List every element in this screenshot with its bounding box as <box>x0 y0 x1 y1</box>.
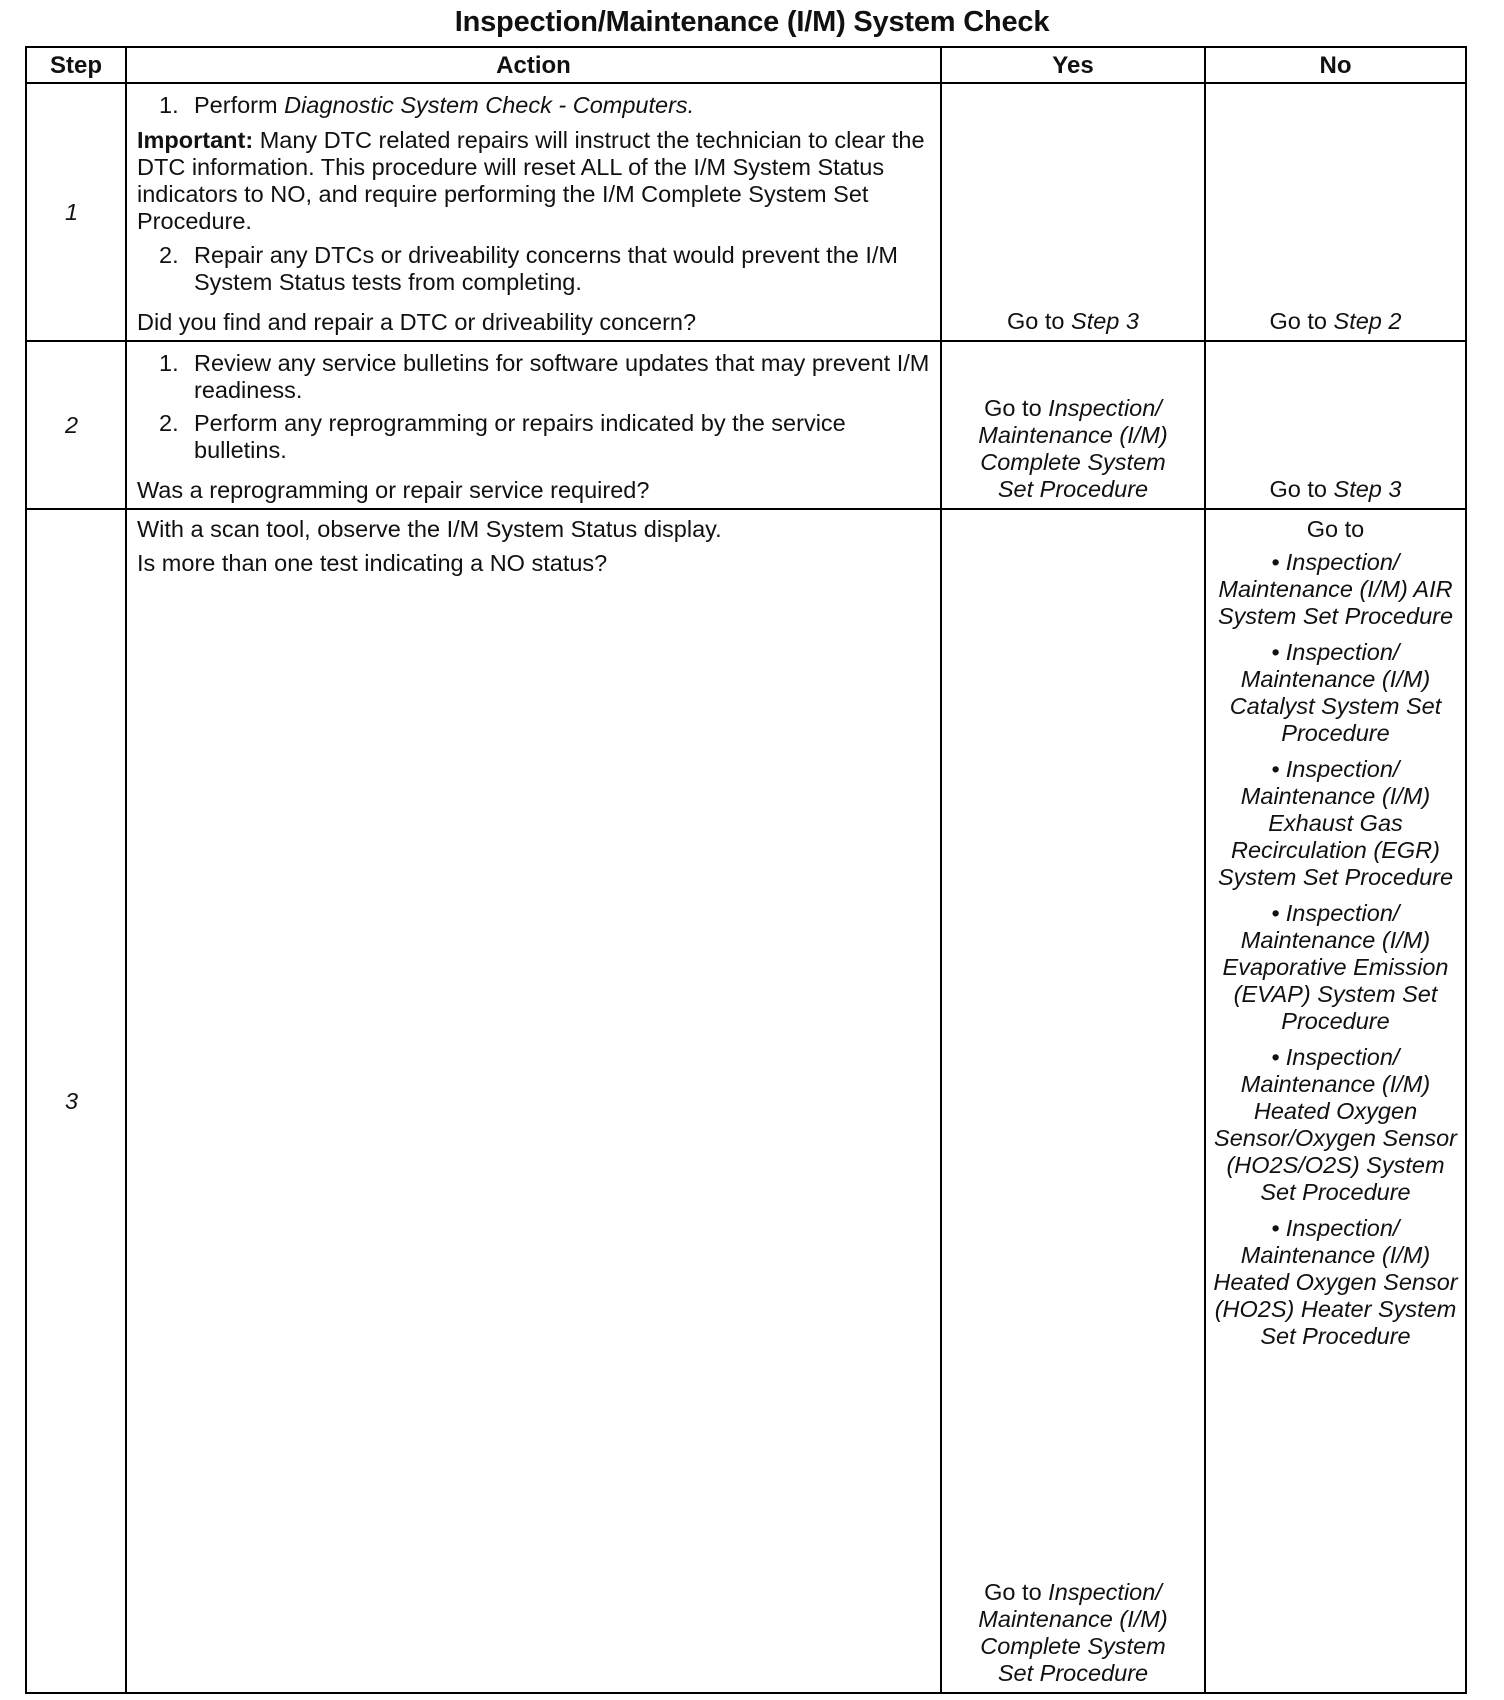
list-item <box>1212 1215 1459 1350</box>
question-text: Was a reprogramming or repair service required? <box>137 477 650 503</box>
procedure-link: Inspection/ Maintenance (I/M) Heated Oxygen Sensor/Oxygen Sensor (HO2S/O2S) System Set Procedure <box>1214 1044 1457 1205</box>
header-no: No <box>1205 47 1466 83</box>
bullet-icon: • <box>1271 549 1280 575</box>
header-action: Action <box>126 47 941 83</box>
question-text: Did you find and repair a DTC or driveability concern? <box>137 309 697 335</box>
action-list <box>137 242 930 296</box>
yes-cell <box>941 83 1205 341</box>
action-list <box>137 350 930 464</box>
diagnostic-check-link: Diagnostic System Check - Computers. <box>284 92 695 118</box>
no-cell <box>1205 341 1466 509</box>
header-row <box>26 47 1466 83</box>
system-check-table <box>25 46 1467 1694</box>
item-number: 2. <box>159 242 179 268</box>
item-text: Perform any reprogramming or repairs indicated by the service bulletins. <box>194 410 846 463</box>
item-prefix: Perform <box>194 92 278 118</box>
list-item <box>137 92 930 119</box>
important-label: Important: <box>137 127 254 153</box>
page-title: Inspection/Maintenance (I/M) System Check <box>454 6 1050 38</box>
procedure-link: Inspection/ Maintenance (I/M) Catalyst System Set Procedure <box>1229 639 1442 746</box>
yes-target: Inspection/ Maintenance (I/M) Complete System Set Procedure <box>978 395 1168 502</box>
no-prefix: Go to <box>1269 308 1327 334</box>
step-number: 2 <box>26 341 126 509</box>
procedure-link: Inspection/ Maintenance (I/M) Heated Oxygen Sensor (HO2S) Heater System Set Procedure <box>1213 1215 1458 1349</box>
action-cell <box>126 83 941 341</box>
procedure-list <box>1212 549 1459 1350</box>
item-text: Repair any DTCs or driveability concerns that would prevent the I/M System Status tests from completing. <box>194 242 899 295</box>
step-number: 1 <box>26 83 126 341</box>
yes-cell <box>941 341 1205 509</box>
list-item <box>1212 639 1459 747</box>
yes-prefix: Go to <box>984 1579 1042 1605</box>
header-step: Step <box>26 47 126 83</box>
table-row <box>26 341 1466 509</box>
important-note <box>137 127 930 235</box>
bullet-icon: • <box>1271 639 1280 665</box>
procedure-link: Inspection/ Maintenance (I/M) Exhaust Gas Recirculation (EGR) System Set Procedure <box>1217 756 1454 890</box>
no-cell <box>1205 83 1466 341</box>
step-number: 3 <box>26 509 126 1693</box>
no-cell <box>1205 509 1466 1693</box>
item-number: 2. <box>159 410 179 436</box>
yes-target: Step 3 <box>1071 308 1139 334</box>
yes-cell <box>941 509 1205 1693</box>
no-target: Step 2 <box>1333 308 1402 334</box>
bullet-icon: • <box>1271 1044 1280 1070</box>
yes-target: Inspection/ Maintenance (I/M) Complete System Set Procedure <box>978 1579 1168 1686</box>
item-number: 1. <box>159 92 179 118</box>
bullet-icon: • <box>1271 1215 1280 1241</box>
list-item <box>1212 549 1459 630</box>
action-line: With a scan tool, observe the I/M System Status display. <box>137 516 722 542</box>
no-prefix: Go to <box>1269 476 1327 502</box>
item-text: Review any service bulletins for software updates that may prevent I/M readiness. <box>194 350 930 403</box>
list-item <box>1212 1044 1459 1206</box>
yes-prefix: Go to <box>984 395 1042 421</box>
header-yes: Yes <box>941 47 1205 83</box>
bullet-icon: • <box>1271 900 1280 926</box>
yes-prefix: Go to <box>1007 308 1065 334</box>
list-item <box>1212 756 1459 891</box>
question-text: Is more than one test indicating a NO status? <box>137 550 608 576</box>
important-text: Many DTC related repairs will instruct the technician to clear the DTC information. This procedure will reset ALL of the I/M System Status indicators to NO, and require performing the I/M Complete System Set Procedure. <box>137 127 925 234</box>
item-number: 1. <box>159 350 179 376</box>
list-item <box>1212 900 1459 1035</box>
action-cell <box>126 509 941 1693</box>
no-intro: Go to <box>1306 516 1365 542</box>
procedure-link: Inspection/ Maintenance (I/M) Evaporative Emission (EVAP) System Set Procedure <box>1222 900 1449 1034</box>
list-item <box>137 410 930 464</box>
procedure-link: Inspection/ Maintenance (I/M) AIR System Set Procedure <box>1217 549 1454 629</box>
action-cell <box>126 341 941 509</box>
action-list <box>137 92 930 119</box>
table-row <box>26 83 1466 341</box>
list-item <box>137 350 930 404</box>
no-target: Step 3 <box>1333 476 1402 502</box>
table-row <box>26 509 1466 1693</box>
list-item <box>137 242 930 296</box>
bullet-icon: • <box>1271 756 1280 782</box>
